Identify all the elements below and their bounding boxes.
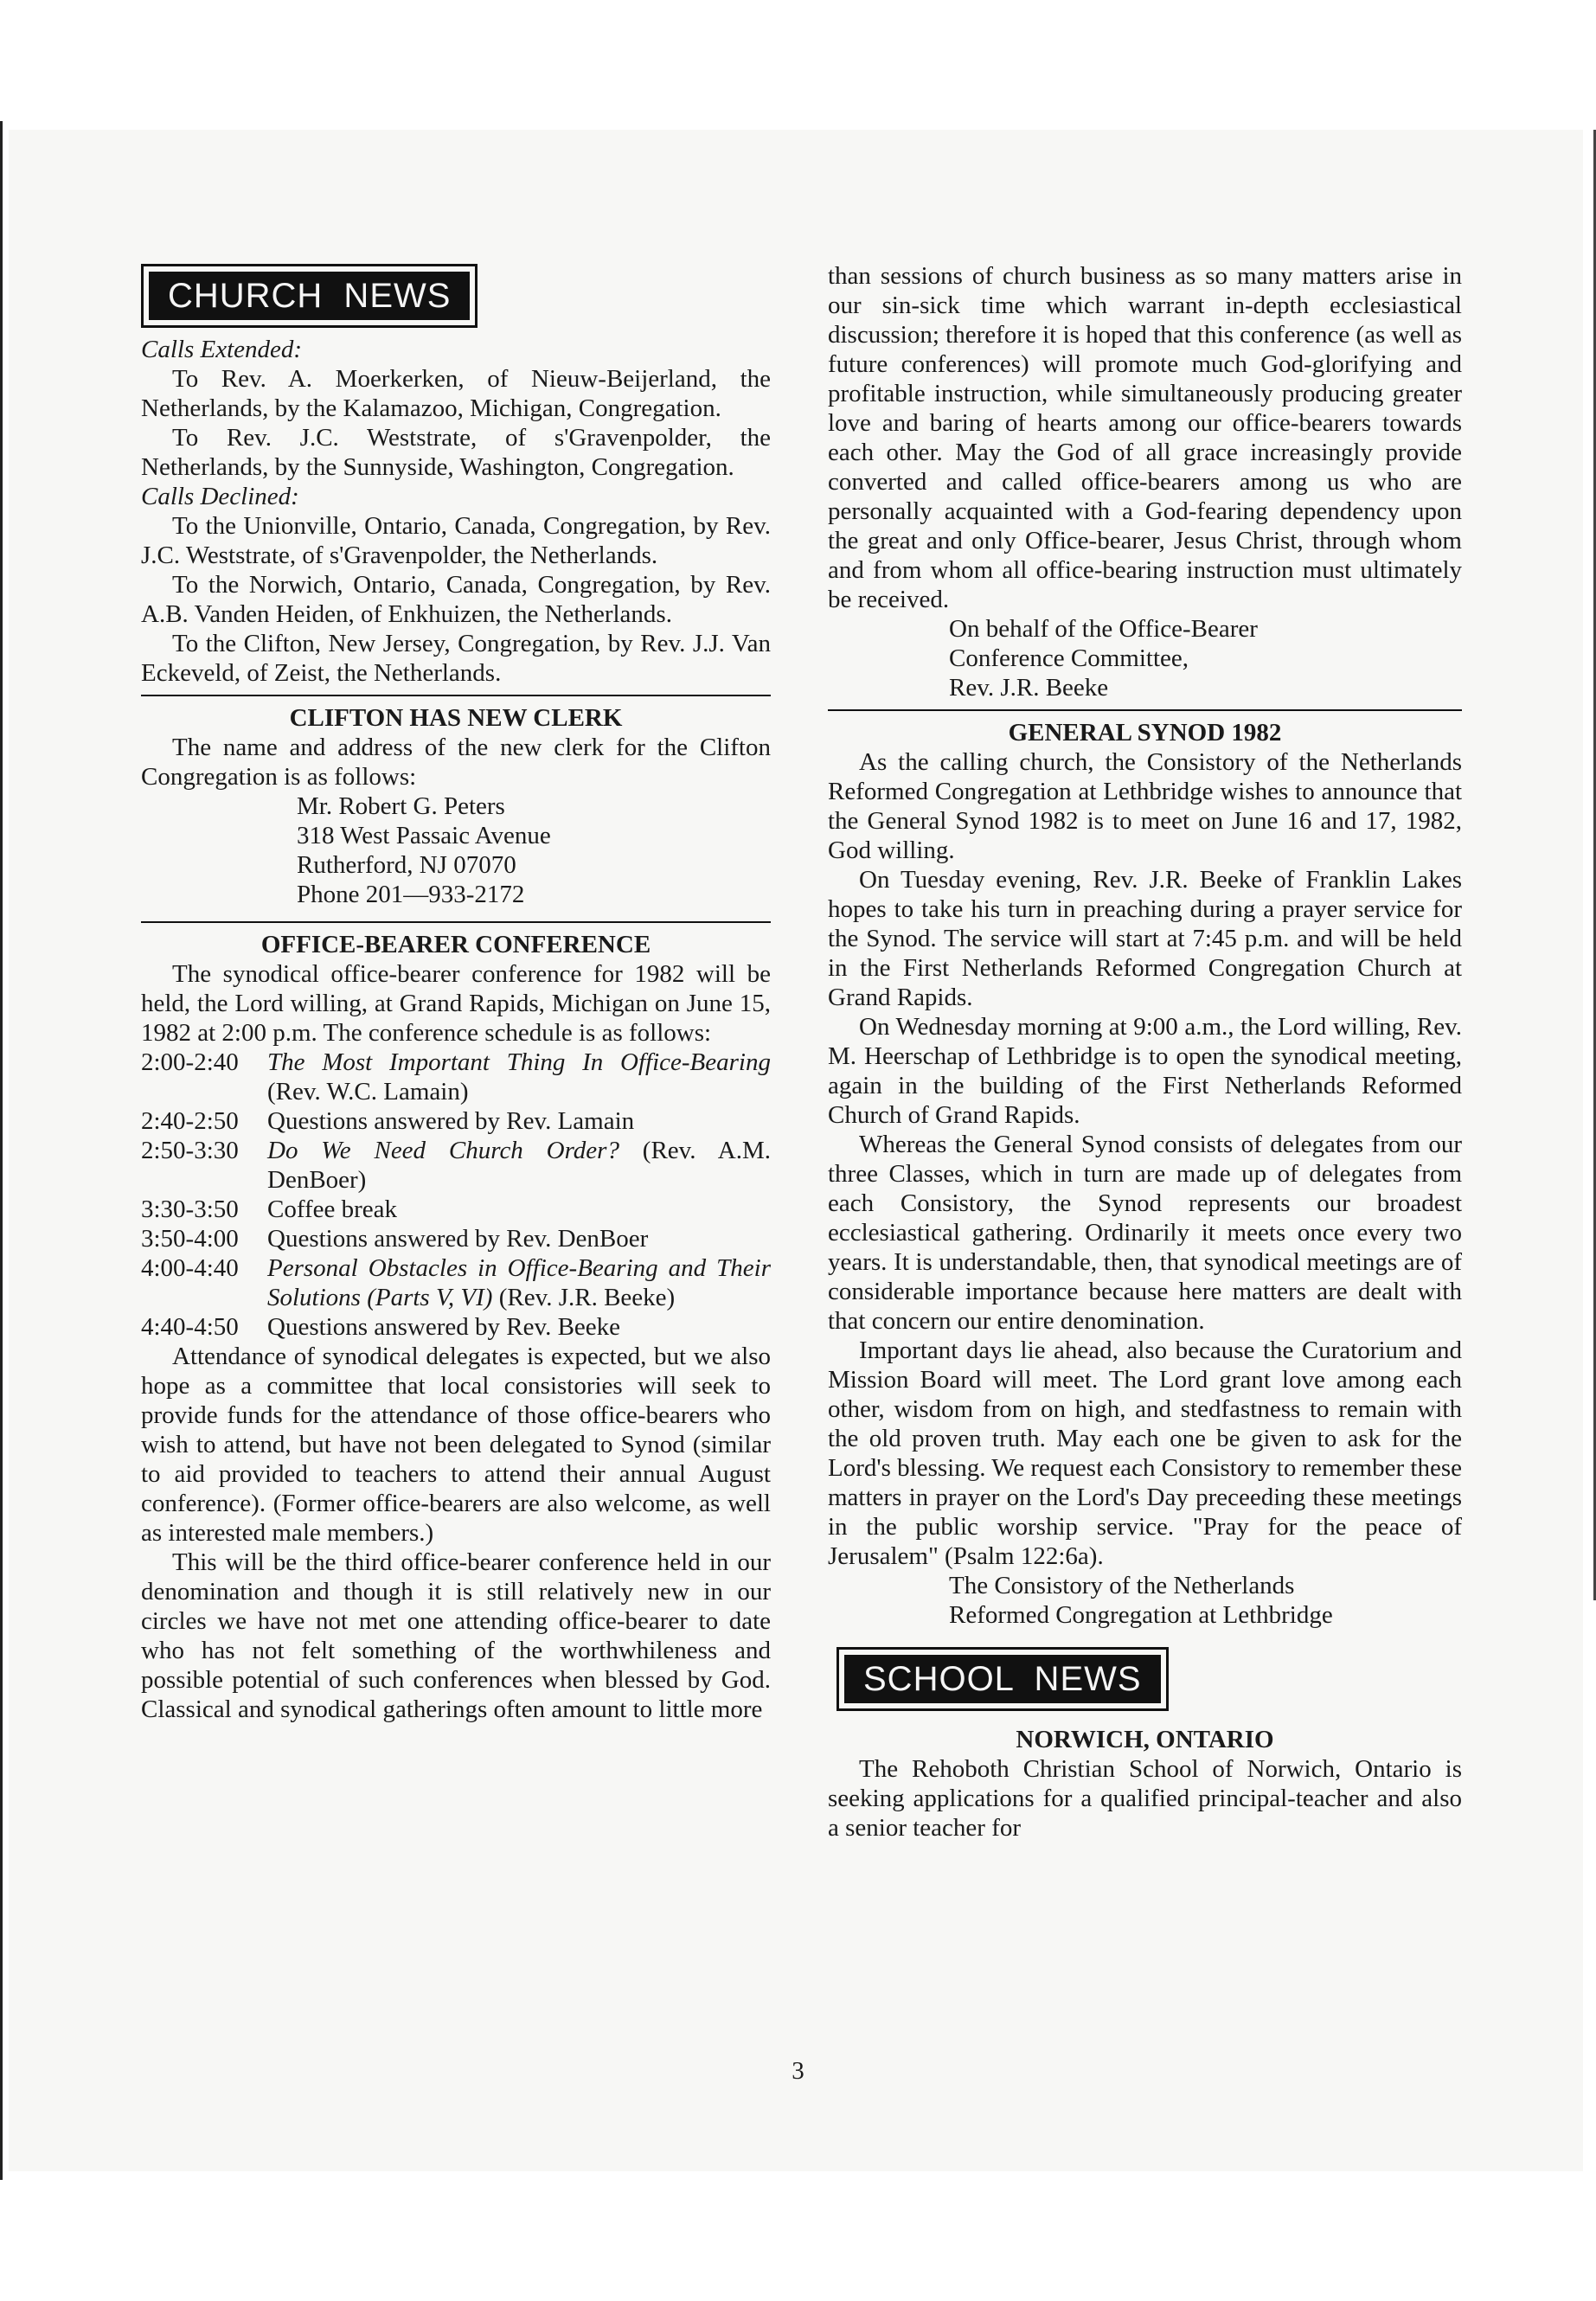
school-news-header: SCHOOL NEWS: [844, 1655, 1161, 1703]
schedule-time: 2:50-3:30: [141, 1137, 239, 1164]
schedule-time: 3:30-3:50: [141, 1195, 239, 1223]
schedule-detail: Questions answered by Rev. Beeke: [267, 1313, 621, 1341]
church-news-header-box: [141, 264, 478, 328]
schedule-row: [141, 1195, 771, 1224]
schedule-topic: The Most Important Thing In Office-Bearing: [267, 1048, 771, 1076]
conference-continuation: than sessions of church business as so many matters arise in our sin-sick time which warrant in-depth ecclesiastical discussion; therefore it is hoped that this conference (as well as future conferences) will promote much God-glorifying and profitable instruction, while simultaneously producing greater love and baring of hearts among our office-bearers towards each other. May the God of all grace increasingly provide converted and called office-bearers among us who are personally acquainted with a God-fearing dependency upon the great and only Office-bearer, Jesus Christ, through whom and from whom all office-bearing instruction must ultimately be received.: [828, 262, 1462, 613]
call-declined-item: To the Norwich, Ontario, Canada, Congregation, by Rev. A.B. Vanden Heiden, of Enkhuizen, the Netherlands.: [141, 571, 771, 628]
schedule-time: 3:50-4:00: [141, 1225, 239, 1253]
right-column: [828, 261, 1462, 1843]
call-declined-item: To the Clifton, New Jersey, Congregation, by Rev. J.J. Van Eckeveld, of Zeist, the Netherlands.: [141, 630, 771, 687]
schedule-detail: Questions answered by Rev. DenBoer: [267, 1225, 649, 1253]
schedule-time: 4:00-4:40: [141, 1254, 239, 1282]
conference-title: OFFICE-BEARER CONFERENCE: [260, 931, 651, 958]
section-divider: [141, 695, 771, 696]
signature-line: Rev. J.R. Beeke: [949, 674, 1109, 702]
clifton-title: CLIFTON HAS NEW CLERK: [289, 704, 623, 732]
scan-edge-left: [0, 121, 3, 2180]
page-number: 3: [792, 2057, 804, 2085]
conference-intro: The synodical office-bearer conference for 1982 will be held, the Lord willing, at Grand Rapids, Michigan on June 15, 1982 at 2:00 p.m. The conference schedule is as follows:: [141, 960, 771, 1047]
schedule-time: 4:40-4:50: [141, 1313, 239, 1341]
address-line: Phone 201—933-2172: [297, 881, 525, 908]
schedule-row: [141, 1253, 771, 1312]
schedule-time: 2:00-2:40: [141, 1048, 239, 1076]
call-declined-item: To the Unionville, Ontario, Canada, Congregation, by Rev. J.C. Weststrate, of s'Gravenpolder, the Netherlands.: [141, 512, 771, 569]
synod-paragraph: Whereas the General Synod consists of delegates from our three Classes, which in turn are made up of delegates from each Consistory, the Synod represents our broadest ecclesiastical gathering. Ordinarily it meets once every two years. It is understandable, then, that synodical meetings are of considerable importance because here matters are dealt with that concern our entire denomination.: [828, 1131, 1462, 1335]
church-news-header: CHURCH NEWS: [149, 272, 470, 320]
synod-title: GENERAL SYNOD 1982: [1008, 719, 1282, 747]
conference-paragraph: Attendance of synodical delegates is expected, but we also hope as a committee that local consistories will seek to provide funds for the attendance of those office-bearers who wish to attend, but have not been delegated to Synod (similar to aid provided to teachers to attend their annual August conference). (Former office-bearers are also welcome, as well as interested male members.): [141, 1343, 771, 1547]
address-line: Mr. Robert G. Peters: [297, 792, 505, 820]
school-news-header-box: [836, 1647, 1169, 1711]
synod-paragraph: On Wednesday morning at 9:00 a.m., the Lord willing, Rev. M. Heerschap of Lethbridge is to open the synodical meeting, again in the building of the First Netherlands Reformed Church of Grand Rapids.: [828, 1013, 1462, 1129]
address-line: 318 West Passaic Avenue: [297, 822, 551, 849]
schedule-detail: (Rev. J.R. Beeke): [492, 1284, 676, 1311]
schedule-row: [141, 1048, 771, 1106]
schedule-time: 2:40-2:50: [141, 1107, 239, 1135]
schedule-detail: Questions answered by Rev. Lamain: [267, 1107, 635, 1135]
section-divider: [141, 921, 771, 923]
schedule-detail: Coffee break: [267, 1195, 398, 1223]
schedule-topic: Do We Need Church Order?: [267, 1137, 619, 1164]
conference-paragraph: This will be the third office-bearer conference held in our denomination and though it is still relatively new in our circles we have not met one attending office-bearer to date who has not felt something of the worthwhileness and possible potential of such conferences when blessed by God. Classical and synodical gatherings often amount to little more: [141, 1548, 771, 1723]
calls-extended-label: Calls Extended:: [141, 336, 303, 363]
schedule-row: [141, 1136, 771, 1195]
synod-paragraph: As the calling church, the Consistory of the Netherlands Reformed Congregation at Lethbridge wishes to announce that the General Synod 1982 is to meet on June 16 and 17, 1982, God willing.: [828, 748, 1462, 864]
school-news-paragraph: The Rehoboth Christian School of Norwich, Ontario is seeking applications for a qualified principal-teacher and also a senior teacher for: [828, 1755, 1462, 1842]
signature-line: The Consistory of the Netherlands: [949, 1572, 1295, 1599]
schedule-row: [141, 1224, 771, 1253]
call-extended-item: To Rev. J.C. Weststrate, of s'Gravenpolder, the Netherlands, by the Sunnyside, Washington, Congregation.: [141, 424, 771, 481]
synod-paragraph: On Tuesday evening, Rev. J.R. Beeke of Franklin Lakes hopes to take his turn in preaching during a prayer service for the Synod. The service will start at 7:45 p.m. and will be held in the First Netherlands Reformed Congregation Church at Grand Rapids.: [828, 866, 1462, 1011]
synod-paragraph: Important days lie ahead, also because the Curatorium and Mission Board will meet. The Lord grant love among each other, wisdom from on high, and stedfastness to remain with the old proven truth. May each one be given to ask for the Lord's blessing. We request each Consistory to remember these matters in prayer on the Lord's Day preceeding these meetings in the public worship service. "Pray for the peace of Jerusalem" (Psalm 122:6a).: [828, 1336, 1462, 1570]
signature-line: On behalf of the Office-Bearer: [949, 615, 1258, 643]
schedule-topic: Personal Obstacles in Office-Bearing and Their Solutions (Parts V, VI): [267, 1254, 771, 1311]
calls-declined-label: Calls Declined:: [141, 483, 299, 510]
clifton-intro: The name and address of the new clerk for the Clifton Congregation is as follows:: [141, 734, 771, 791]
schedule-row: [141, 1106, 771, 1136]
left-column: [141, 264, 771, 1724]
address-line: Rutherford, NJ 07070: [297, 851, 516, 879]
signature-line: Reformed Congregation at Lethbridge: [949, 1601, 1333, 1629]
schedule-detail: (Rev. W.C. Lamain): [267, 1078, 469, 1106]
section-divider: [828, 709, 1462, 711]
signature-line: Conference Committee,: [949, 644, 1189, 672]
school-news-title: NORWICH, ONTARIO: [1016, 1726, 1274, 1753]
schedule-row: [141, 1312, 771, 1342]
call-extended-item: To Rev. A. Moerkerken, of Nieuw-Beijerland, the Netherlands, by the Kalamazoo, Michigan, Congregation.: [141, 365, 771, 422]
schedule-detail: (Rev. A.M. DenBoer): [267, 1137, 771, 1194]
